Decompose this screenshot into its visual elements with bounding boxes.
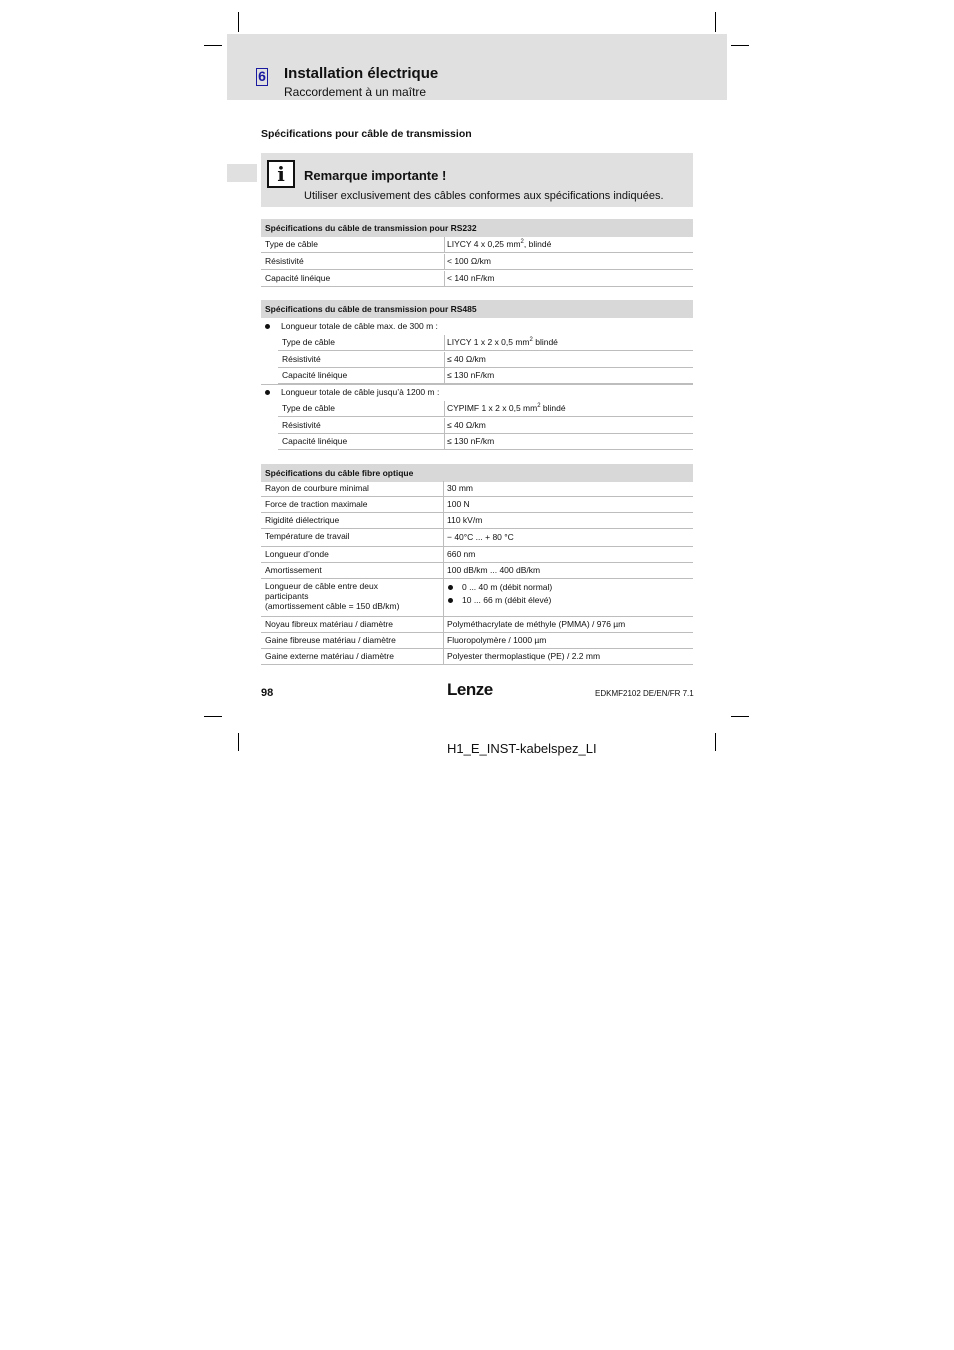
bullet-icon <box>265 390 270 395</box>
table-row <box>278 368 693 384</box>
cell-label: Capacité linéique <box>282 436 348 446</box>
divider <box>261 384 693 385</box>
bullet-text: Longueur totale de câble jusqu’à 1200 m : <box>281 387 440 397</box>
cell-label: Rayon de courbure minimal <box>265 483 369 493</box>
cell-label: Capacité linéique <box>282 370 348 380</box>
bullet-icon <box>448 585 453 590</box>
cell-value: Polyester thermoplastique (PE) / 2.2 mm <box>447 651 601 661</box>
cell-value: 10 ... 66 m (débit élevé) <box>462 595 552 605</box>
bullet-text: Longueur totale de câble max. de 300 m : <box>281 321 438 331</box>
table-row <box>261 254 693 270</box>
cell-value: LIYCY 4 x 0,25 $mm^2$, blindé <box>447 239 552 249</box>
cell-value: 30 mm <box>447 483 473 493</box>
cell-value: LIYCY 1 x 2 x 0,5 $mm^2$ blindé <box>447 337 558 347</box>
cell-label: Résistivité <box>282 354 321 364</box>
cell-value: Fluoropolymère / 1000 µm <box>447 635 547 645</box>
table-row <box>261 617 693 633</box>
cell-label: Gaine fibreuse matériau / diamètre <box>265 635 396 645</box>
rs485-table-heading: Spécifications du câble de transmission pour RS485 <box>261 300 693 318</box>
cell-value: ≤ 40 Ω/km <box>447 354 486 364</box>
table-row <box>261 649 693 665</box>
cell-label: Type de câble <box>282 403 335 413</box>
table-row <box>261 513 693 529</box>
cell-label: Type de câble <box>282 337 335 347</box>
cell-label: Longueur de câble entre deux participants (amortissement câble = 150 dB/km) <box>265 581 400 611</box>
table-row <box>261 529 693 547</box>
crop-mark <box>238 12 239 32</box>
cell-label: Résistivité <box>282 420 321 430</box>
info-icon: i <box>267 160 295 188</box>
cell-value: 110 kV/m <box>447 515 483 525</box>
cell-value: ≤ 130 nF/km <box>447 436 495 446</box>
lenze-logo: Lenze <box>447 680 493 699</box>
cell-label: Noyau fibreux matériau / diamètre <box>265 619 394 629</box>
cell-label: Type de câble <box>265 239 318 249</box>
cell-label: Force de traction maximale <box>265 499 368 509</box>
crop-mark <box>238 733 239 751</box>
cell-value: 100 N <box>447 499 470 509</box>
table-row <box>261 579 693 617</box>
table-row <box>261 563 693 579</box>
crop-mark <box>731 716 749 717</box>
table-row <box>261 237 693 253</box>
table-row <box>261 547 693 563</box>
table-row <box>278 401 693 417</box>
page-title: Installation électrique <box>284 65 439 82</box>
cell-label: Amortissement <box>265 565 322 575</box>
cell-value: < 140 nF/km <box>447 273 495 283</box>
page-number: 98 <box>261 687 274 699</box>
fibre-table-heading: Spécifications du câble fibre optique <box>261 464 693 482</box>
crop-mark <box>204 716 222 717</box>
crop-mark <box>204 45 222 46</box>
side-tab <box>227 164 257 182</box>
cell-value: ≤ 130 nF/km <box>447 370 495 380</box>
bullet-icon <box>265 324 270 329</box>
bullet-icon <box>448 598 453 603</box>
table-row <box>278 352 693 368</box>
chapter-number: 6 <box>256 68 268 86</box>
document-reference: EDKMF2102 DE/EN/FR 7.1 <box>595 689 694 698</box>
cell-value: 0 ... 40 m (débit normal) <box>462 582 553 592</box>
cell-value: − 40°C ... + 80 °C <box>447 532 514 542</box>
page-subtitle: Raccordement à un maître <box>284 85 427 99</box>
rs232-table-heading: Spécifications du câble de transmission pour RS232 <box>261 219 693 237</box>
cell-label: Rigidité diélectrique <box>265 515 340 525</box>
file-label: H1_E_INST-kabelspez_LI <box>447 741 597 756</box>
cell-label: Gaine externe matériau / diamètre <box>265 651 394 661</box>
crop-mark <box>715 12 716 32</box>
table-row <box>278 434 693 450</box>
crop-mark <box>715 733 716 751</box>
table-row <box>278 335 693 351</box>
cell-label: Résistivité <box>265 256 304 266</box>
cell-value: 100 dB/km ... 400 dB/km <box>447 565 541 575</box>
crop-mark <box>731 45 749 46</box>
cell-value: 660 nm <box>447 549 476 559</box>
cell-label: Capacité linéique <box>265 273 331 283</box>
table-row <box>261 497 693 513</box>
cell-value: ≤ 40 Ω/km <box>447 420 486 430</box>
table-row <box>261 271 693 287</box>
cell-value: CYPIMF 1 x 2 x 0,5 $mm^2$ blindé <box>447 403 566 413</box>
table-row <box>278 418 693 434</box>
table-row <box>261 481 693 497</box>
table-row <box>261 633 693 649</box>
note-text: Utiliser exclusivement des câbles conformes aux spécifications indiquées. <box>304 190 664 202</box>
section-heading: Spécifications pour câble de transmission <box>261 128 472 140</box>
cell-value: Polyméthacrylate de méthyle (PMMA) / 976 µm <box>447 619 626 629</box>
cell-value: < 100 Ω/km <box>447 256 491 266</box>
cell-label: Température de travail <box>265 531 350 541</box>
cell-label: Longueur d’onde <box>265 549 329 559</box>
note-title: Remarque importante ! <box>304 168 447 183</box>
